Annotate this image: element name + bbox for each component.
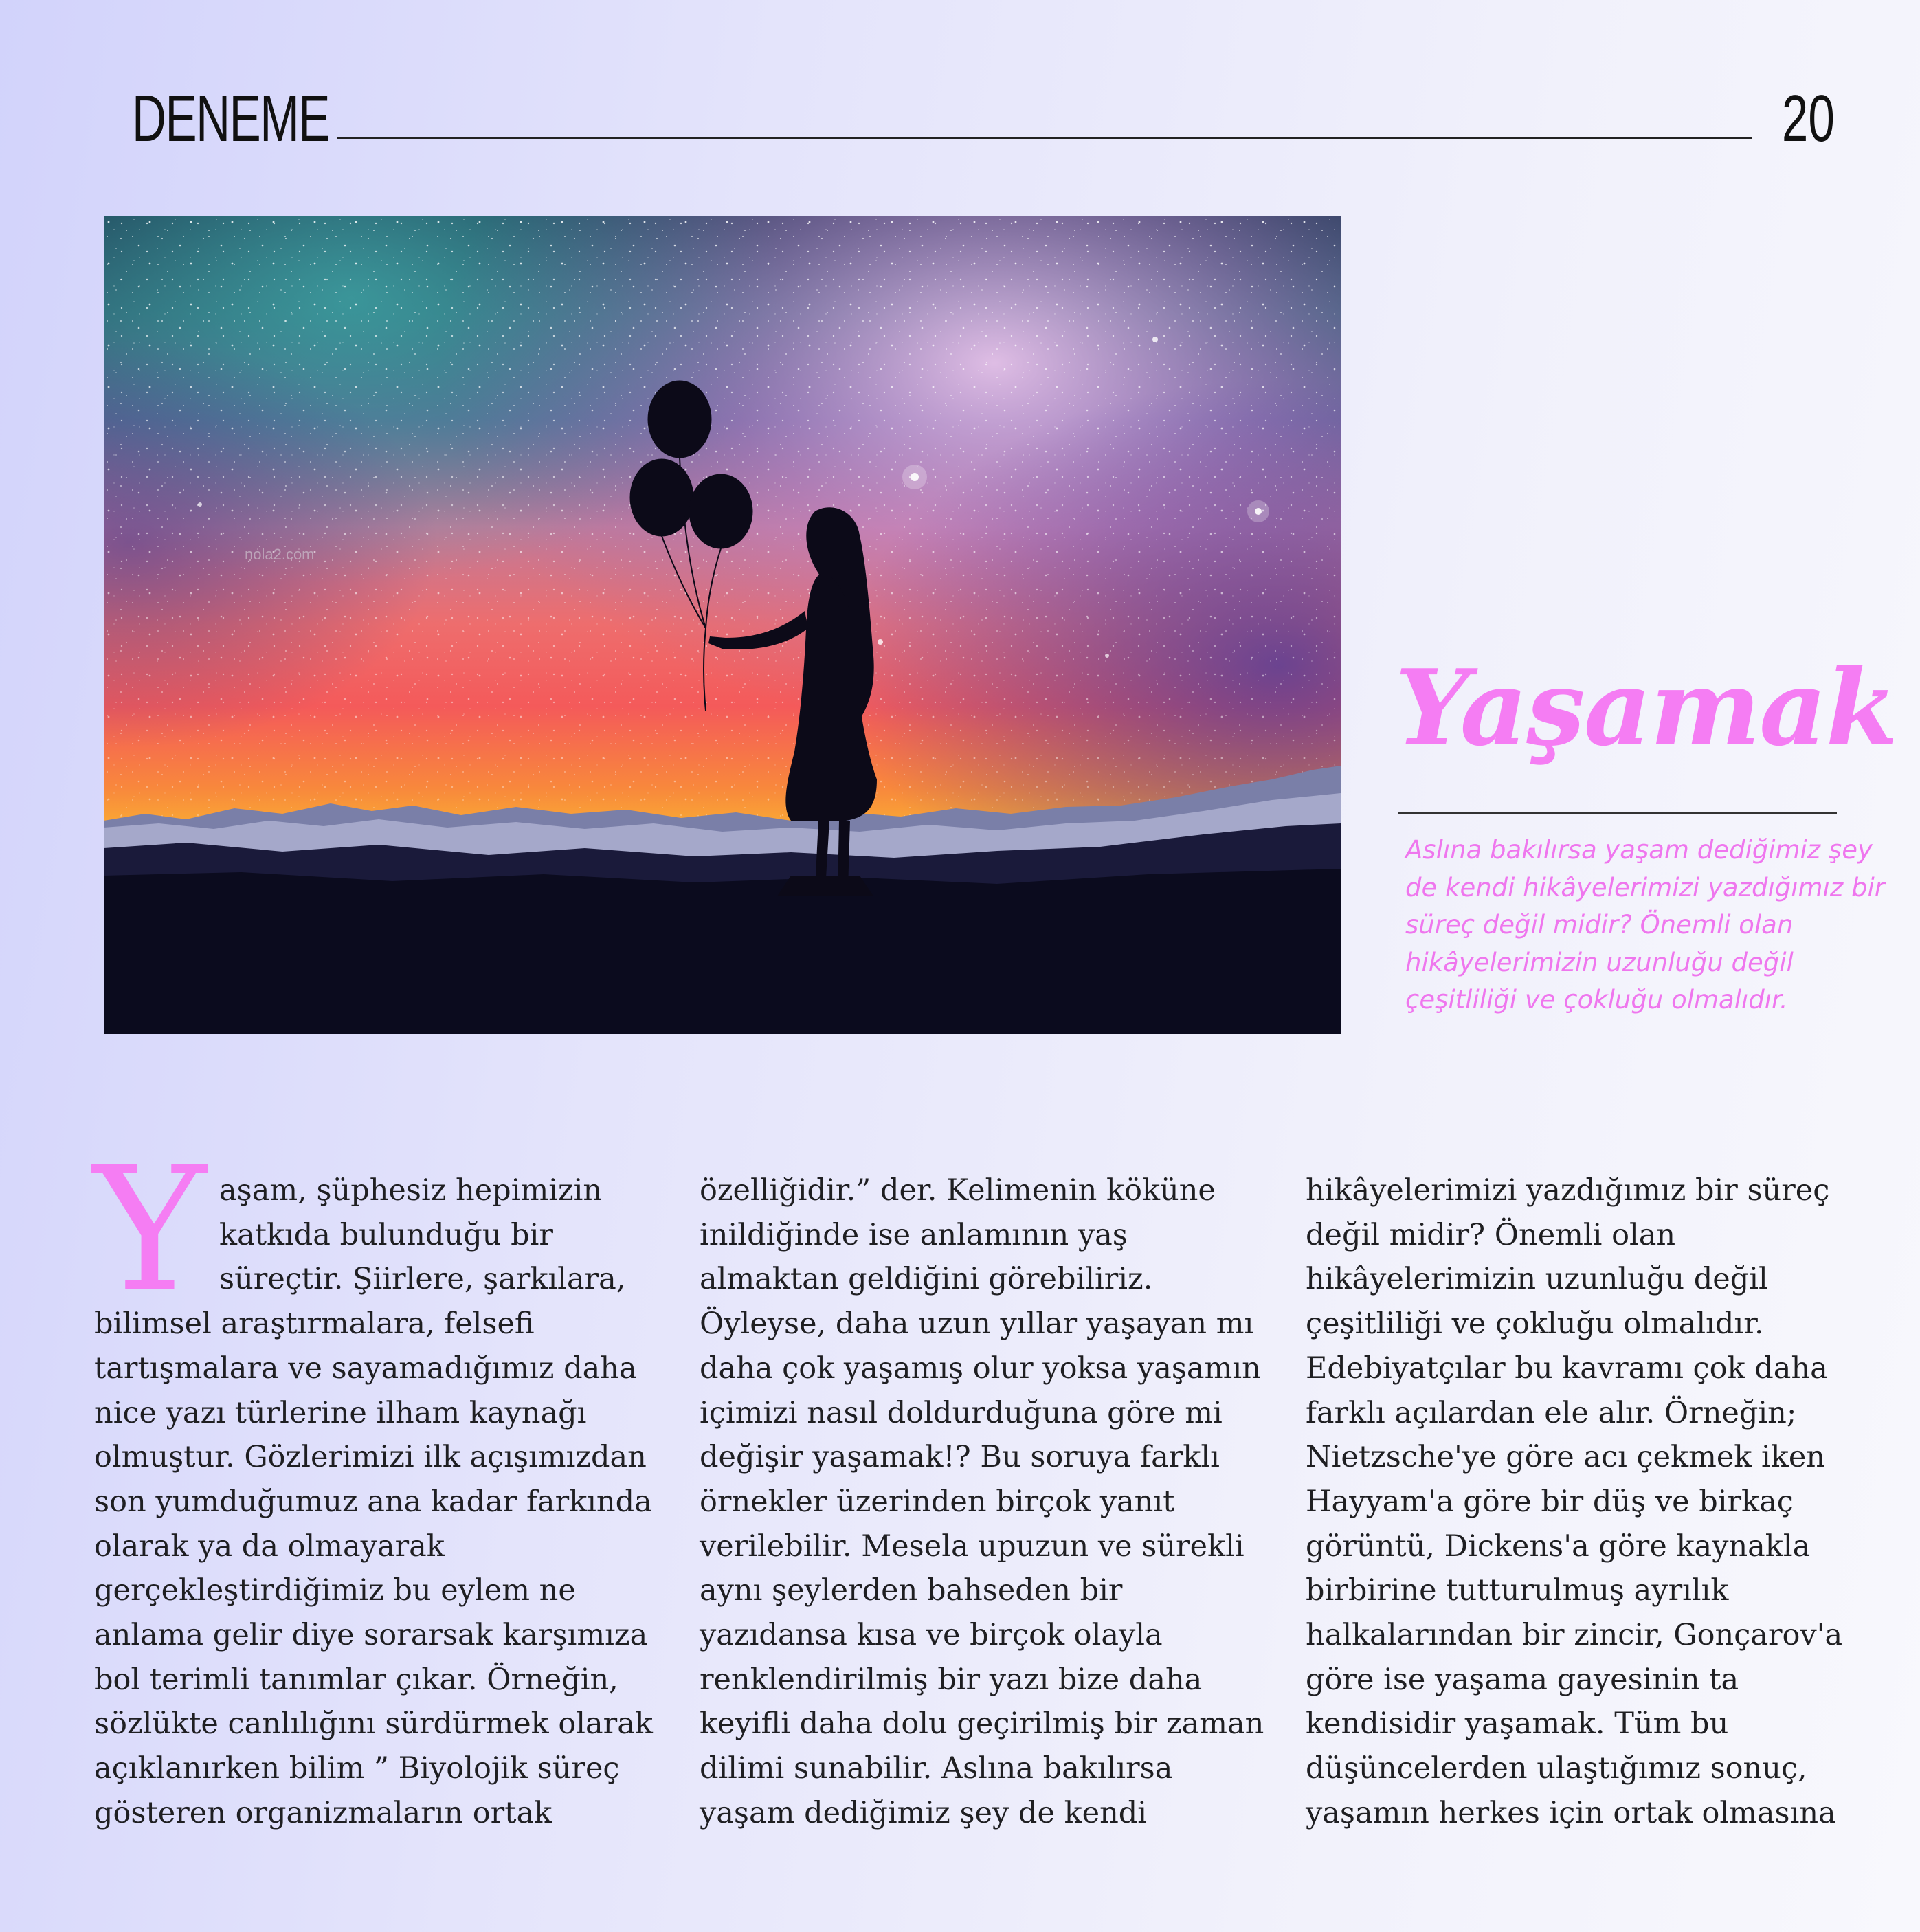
body-line: farklı açılardan ele alır. Örneğin; <box>1306 1395 1797 1430</box>
body-line: renklendirilmiş bir yazı bize daha <box>700 1662 1203 1697</box>
body-line: keyifli daha dolu geçirilmiş bir zaman <box>700 1707 1264 1742</box>
body-line: aynı şeylerden bahseden bir <box>700 1573 1123 1608</box>
body-line: değişir yaşamak!? Bu soruya farklı <box>700 1440 1220 1475</box>
body-line: hikâyelerimizi yazdığımız bir süreç <box>1306 1173 1830 1208</box>
body-line: hikâyelerimizin uzunluğu değil <box>1306 1262 1768 1297</box>
section-label: DENEME <box>132 82 330 155</box>
body-line: yaşam dediğimiz şey de kendi <box>700 1795 1148 1830</box>
body-line: süreçtir. Şiirlere, şarkılara, <box>219 1262 626 1297</box>
body-line: birbirine tutturulmuş ayrılık <box>1306 1573 1729 1608</box>
body-line: halkalarından bir zincir, Gonçarov'a <box>1306 1618 1843 1653</box>
body-line: değil midir? Önemli olan <box>1306 1217 1676 1252</box>
body-line: Edebiyatçılar bu kavramı çok daha <box>1306 1351 1828 1386</box>
body-line: açıklanırken bilim ” Biyolojik süreç <box>94 1751 620 1786</box>
body-line: katkıda bulunduğu bir <box>219 1217 553 1252</box>
lead-line: de kendi hikâyelerimizi yazdığımız bir <box>1405 872 1885 902</box>
body-line: özelliğidir.” der. Kelimenin köküne <box>700 1173 1216 1208</box>
lead-line: hikâyelerimizin uzunluğu değil <box>1405 947 1794 977</box>
body-line: aşam, şüphesiz hepimizin <box>219 1173 603 1208</box>
night-sky-silhouette-image <box>104 216 1341 1034</box>
drop-cap: Y <box>93 1130 207 1330</box>
body-line: verilebilir. Mesela upuzun ve sürekli <box>700 1529 1244 1564</box>
body-column-3 <box>1306 1168 1869 1836</box>
body-line: bilimsel araştırmalara, felsefi <box>94 1307 535 1342</box>
lead-line: çeşitliliği ve çokluğu olmalıdır. <box>1405 985 1788 1014</box>
body-line: tartışmalara ve sayamadığımız daha <box>94 1351 637 1386</box>
body-column-2 <box>700 1168 1263 1836</box>
body-line: nice yazı türlerine ilham kaynağı <box>94 1395 587 1430</box>
body-line: bol terimli tanımlar çıkar. Örneğin, <box>94 1662 618 1697</box>
body-line: olmuştur. Gözlerimizi ilk açışımızdan <box>94 1440 647 1475</box>
body-line: kendisidir yaşamak. Tüm bu <box>1306 1707 1729 1742</box>
lead-line: Aslına bakılırsa yaşam dediğimiz şey <box>1405 835 1873 865</box>
body-line: anlama gelir diye sorarsak karşımıza <box>94 1618 648 1653</box>
body-line: yaşamın herkes için ortak olmasına <box>1306 1795 1836 1830</box>
body-line: göre ise yaşama gayesinin ta <box>1306 1662 1739 1697</box>
body-line: Öyleyse, daha uzun yıllar yaşayan mı <box>700 1307 1254 1342</box>
body-column-1 <box>94 1168 651 1836</box>
body-line: düşüncelerden ulaştığımız sonuç, <box>1306 1751 1807 1786</box>
header-rule <box>337 137 1752 139</box>
lead-line: süreç değil midir? Önemli olan <box>1405 910 1794 940</box>
body-line: görüntü, Dickens'a göre kaynakla <box>1306 1529 1811 1564</box>
body-line: sözlükte canlılığını sürdürmek olarak <box>94 1707 653 1742</box>
hero-photo <box>104 216 1341 1034</box>
body-line: Hayyam'a göre bir düş ve birkaç <box>1306 1484 1794 1519</box>
body-line: almaktan geldiğini görebiliriz. <box>700 1262 1153 1297</box>
body-line: yazıdansa kısa ve birçok olayla <box>700 1618 1163 1653</box>
body-line: Nietzsche'ye göre acı çekmek iken <box>1306 1440 1825 1475</box>
body-line: daha çok yaşamış olur yoksa yaşamın <box>700 1351 1261 1386</box>
page-number: 20 <box>1782 82 1835 155</box>
title-rule <box>1398 812 1837 814</box>
body-line: olarak ya da olmayarak <box>94 1529 445 1564</box>
body-line: gösteren organizmaların ortak <box>94 1795 552 1830</box>
body-line: çeşitliliği ve çokluğu olmalıdır. <box>1306 1307 1764 1342</box>
article-title: Yaşamak <box>1395 646 1897 769</box>
photo-watermark: nola2.com <box>245 546 315 563</box>
lead-quote <box>1405 832 1885 1019</box>
body-line: son yumduğumuz ana kadar farkında <box>94 1484 652 1519</box>
body-line: içimizi nasıl doldurduğuna göre mi <box>700 1395 1223 1430</box>
body-line: örnekler üzerinden birçok yanıt <box>700 1484 1175 1519</box>
body-line: inildiğinde ise anlamının yaş <box>700 1217 1128 1252</box>
body-line: dilimi sunabilir. Aslına bakılırsa <box>700 1751 1173 1786</box>
body-line: gerçekleştirdiğimiz bu eylem ne <box>94 1573 576 1608</box>
